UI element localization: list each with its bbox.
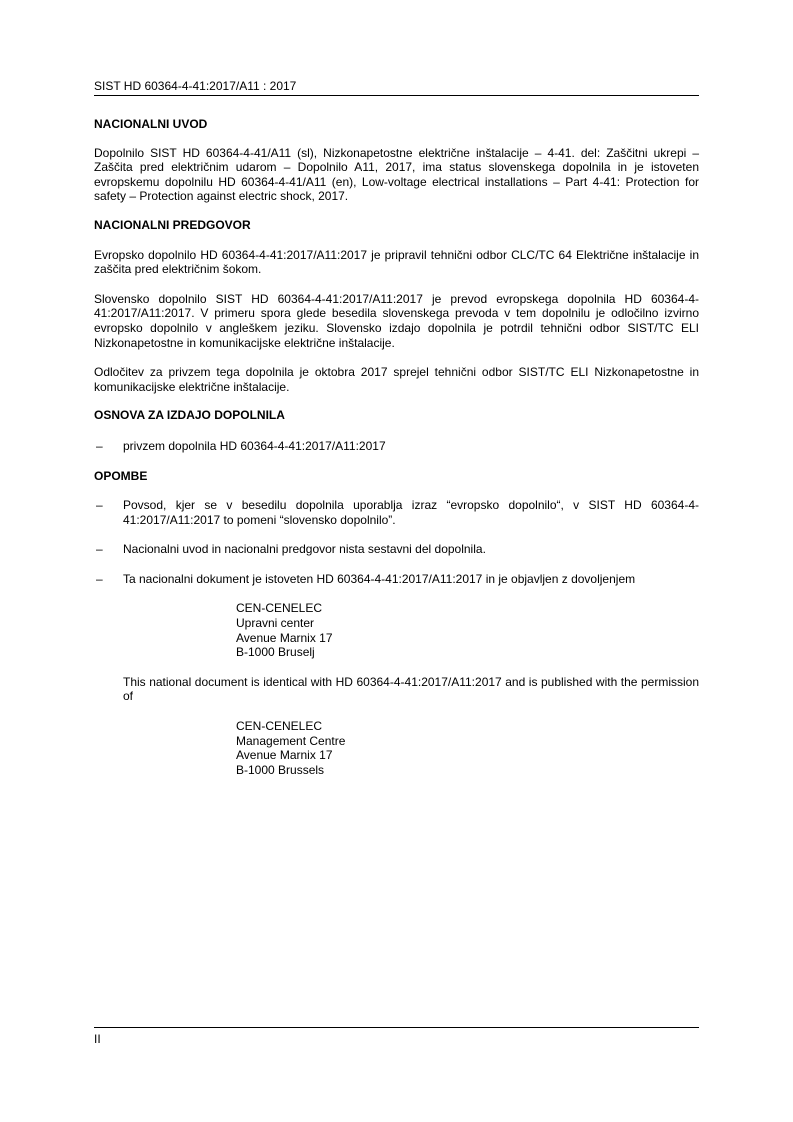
predgovor-paragraph-1: Evropsko dopolnilo HD 60364-4-41:2017/A11:2017 je pripravil tehnični odbor CLC/TC 64 Električne inštalacije in zaščita pred električnim šokom.: [94, 247, 699, 277]
address-line: B-1000 Brussels: [236, 762, 325, 777]
dash-bullet: –: [96, 542, 103, 557]
list-item: [94, 498, 699, 527]
document-body: [94, 117, 699, 777]
address-line: CEN-CENELEC: [236, 719, 323, 734]
list-item-text: privzem dopolnila HD 60364-4-41:2017/A11:2017: [123, 438, 386, 453]
predgovor-paragraph-2: Slovensko dopolnilo SIST HD 60364-4-41:2017/A11:2017 je prevod evropskega dopolnila HD 60364-4-41:2017/A11:2017. V primeru spora glede besedila slovenskega prevoda v tem dopolnilu je odločilno izvirno evropsko dopolnilo v angleškem jeziku. Slovensko izdajo dopolnila je potrdil tehnični odbor SIST/TC ELI Nizkonapetostne in komunikacijske električne inštalacije.: [94, 291, 699, 350]
address-line: Upravni center: [236, 616, 315, 631]
list-item: [94, 542, 699, 557]
address-block-sl: [94, 601, 699, 659]
address-line: Avenue Marnix 17: [236, 748, 333, 763]
list-item: [94, 439, 699, 454]
address-line: Avenue Marnix 17: [236, 630, 333, 645]
list-item-text: Povsod, kjer se v besedilu dopolnila uporablja izraz “evropsko dopolnilo“, v SIST HD 60364-4-41:2017/A11:2017 to pomeni “slovensko dopolnilo”.: [123, 498, 699, 527]
dash-bullet: –: [96, 498, 103, 513]
list-item: [94, 572, 699, 587]
section-title-nacionalni-uvod: NACIONALNI UVOD: [94, 117, 208, 131]
english-permission-text: This national document is identical with HD 60364-4-41:2017/A11:2017 and is published with the permission of: [123, 674, 699, 704]
dash-bullet: –: [96, 571, 103, 586]
address-line: CEN-CENELEC: [236, 601, 323, 616]
section-title-osnova: OSNOVA ZA IZDAJO DOPOLNILA: [94, 408, 285, 423]
predgovor-paragraph-3: Odločitev za privzem tega dopolnila je oktobra 2017 sprejel tehnični odbor SIST/TC ELI Nizkonapetostne in komunikacijske električne inštalacije.: [94, 365, 699, 394]
section-title-nacionalni-predgovor: NACIONALNI PREDGOVOR: [94, 217, 251, 232]
osnova-list: [94, 439, 699, 454]
address-line: B-1000 Bruselj: [236, 645, 315, 660]
list-item-text: Nacionalni uvod in nacionalni predgovor nista sestavni del dopolnila.: [123, 542, 486, 557]
nacionalni-uvod-text: Dopolnilo SIST HD 60364-4-41/A11 (sl), Nizkonapetostne električne inštalacije – 4-41. del: Zaščitni ukrepi – Zaščita pred električnim udarom – Dopolnilo A11, 2017, ima status slovenskega dopolnila in je istoveten evropskemu dopolnilu HD 60364-4-41/A11 (en), Low-voltage electrical installations – Part 4-41: Protection for safety – Protection against electric shock, 2017.: [94, 145, 699, 204]
address-line: Management Centre: [236, 733, 346, 748]
running-header: SIST HD 60364-4-41:2017/A11 : 2017: [94, 79, 297, 93]
address-block-en: [94, 719, 699, 777]
opombe-list: [94, 498, 699, 586]
dash-bullet: –: [96, 438, 103, 453]
section-title-opombe: OPOMBE: [94, 468, 148, 483]
header-rule: [94, 95, 699, 96]
list-item-text: Ta nacionalni dokument je istoveten HD 60364-4-41:2017/A11:2017 in je objavljen z dovoljenjem: [123, 571, 636, 586]
page-number: II: [94, 1032, 101, 1046]
footer-rule: [94, 1027, 699, 1028]
